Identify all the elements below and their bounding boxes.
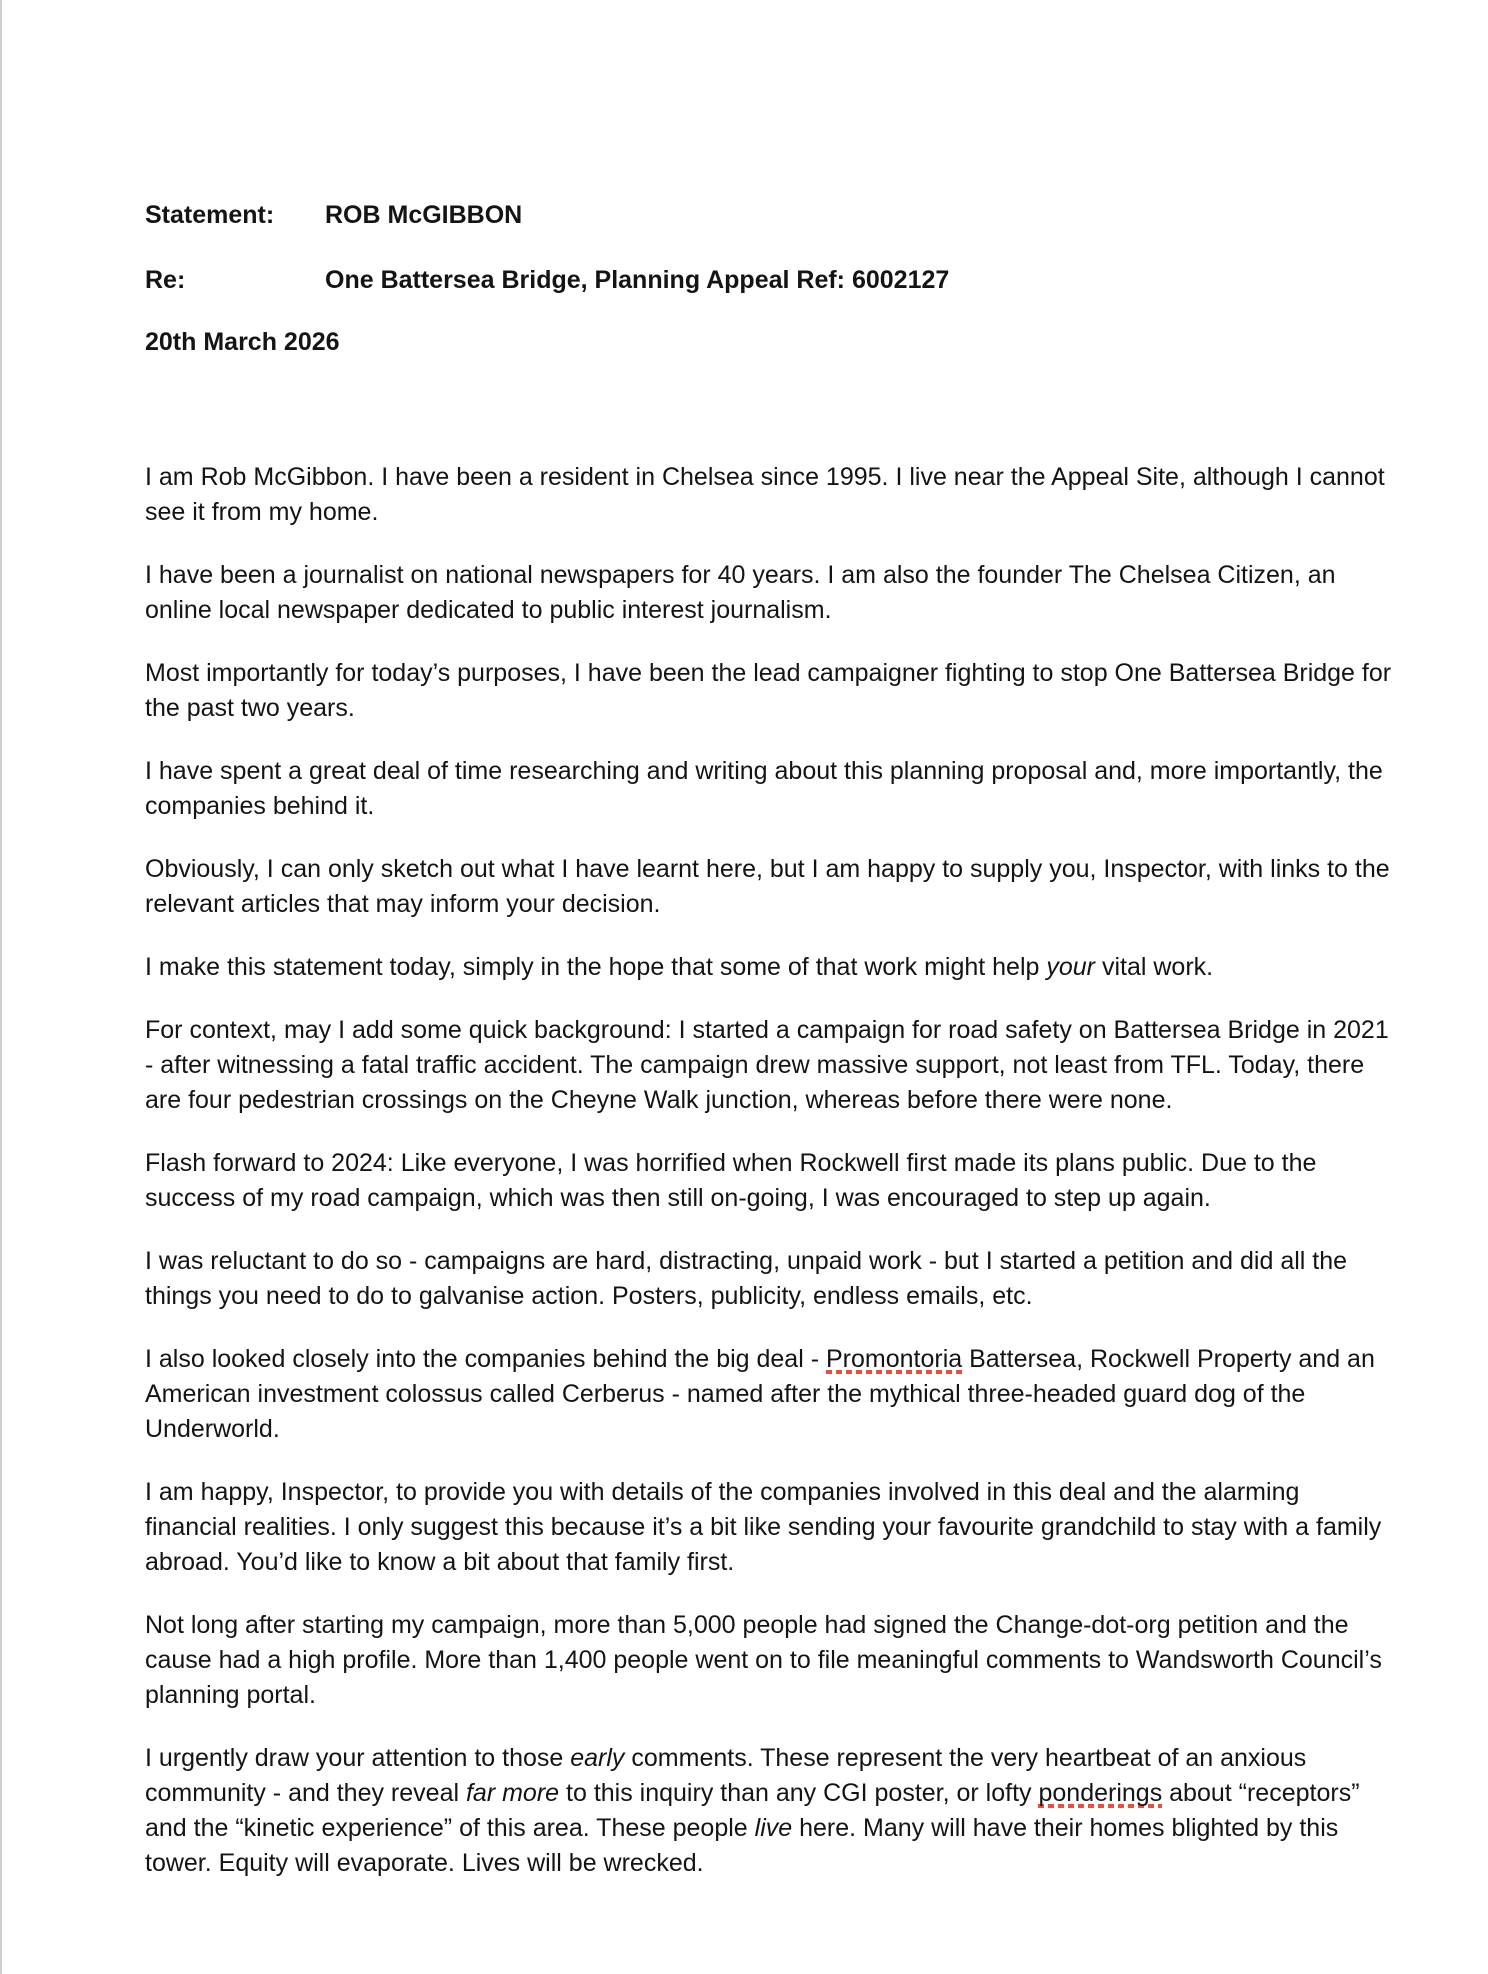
paragraph <box>145 1475 1395 1580</box>
paragraph <box>145 950 1395 985</box>
re-value: One Battersea Bridge, Planning Appeal Ref: 6002127 <box>325 266 950 294</box>
document-date: 20th March 2026 <box>145 328 340 356</box>
text-run: Obviously, I can only sketch out what I have learnt here, but I am happy to supply you, Inspector, with links to the relevant articles that may inform your decision. <box>145 855 1390 918</box>
paragraph <box>145 1244 1395 1314</box>
text-run: Not long after starting my campaign, more than 5,000 people had signed the Change-dot-org petition and the cause had a high profile. More than 1,400 people went on to file meaningful comments to Wandsworth Council’s planning portal. <box>145 1611 1382 1709</box>
paragraph <box>145 1608 1395 1713</box>
text-run: about “receptors” and the “kinetic experience” of this area. These people <box>145 1779 1360 1842</box>
italic-text: live <box>754 1814 793 1842</box>
paragraph <box>145 656 1395 726</box>
page-edge <box>0 0 2 1974</box>
text-run: I am happy, Inspector, to provide you with details of the companies involved in this deal and the alarming financial realities. I only suggest this because it’s a bit like sending your favourite grandchild to stay with a family abroad. You’d like to know a bit about that family first. <box>145 1478 1382 1576</box>
text-run: I urgently draw your attention to those <box>145 1744 571 1772</box>
document-header <box>145 198 1395 360</box>
misspelled-word[interactable]: ponderings <box>1038 1779 1163 1807</box>
italic-text: far more <box>465 1779 560 1807</box>
text-run: Battersea, Rockwell Property and an American investment colossus called Cerberus - named after the mythical three-headed guard dog of the Underworld. <box>145 1345 1375 1443</box>
italic-text: early <box>570 1744 625 1772</box>
paragraph <box>145 754 1395 824</box>
misspelled-word[interactable]: Promontoria <box>825 1345 963 1373</box>
statement-label: Statement: <box>145 201 275 229</box>
text-run: to this inquiry than any CGI poster, or lofty <box>559 1779 1039 1807</box>
re-label: Re: <box>145 266 186 294</box>
re-row <box>145 263 1395 298</box>
text-run: vital work. <box>1095 953 1214 981</box>
text-run: I make this statement today, simply in the hope that some of that work might help <box>145 953 1047 981</box>
paragraph <box>145 460 1395 530</box>
text-run: I have spent a great deal of time researching and writing about this planning proposal and, more importantly, the companies behind it. <box>145 757 1383 820</box>
italic-text: your <box>1046 953 1096 981</box>
page-content <box>145 198 1395 1881</box>
paragraph <box>145 558 1395 628</box>
paragraph <box>145 1342 1395 1447</box>
text-run: comments. These represent the very heartbeat of an anxious community - and they reveal <box>145 1744 1307 1807</box>
paragraph <box>145 1741 1395 1881</box>
document-body <box>145 460 1395 1881</box>
paragraph <box>145 1013 1395 1118</box>
text-run: Most importantly for today’s purposes, I have been the lead campaigner fighting to stop One Battersea Bridge for the past two years. <box>145 659 1392 722</box>
statement-row <box>145 198 1395 233</box>
paragraph <box>145 1146 1395 1216</box>
paragraph <box>145 852 1395 922</box>
statement-value: ROB McGIBBON <box>325 201 523 229</box>
text-run: here. Many will have their homes blighted by this tower. Equity will evaporate. Lives will be wrecked. <box>145 1814 1339 1877</box>
text-run: I also looked closely into the companies behind the big deal - <box>145 1345 826 1373</box>
text-run: I am Rob McGibbon. I have been a resident in Chelsea since 1995. I live near the Appeal Site, although I cannot see it from my home. <box>145 463 1385 526</box>
text-run: Flash forward to 2024: Like everyone, I was horrified when Rockwell first made its plans public. Due to the success of my road campaign, which was then still on-going, I was encouraged to step up again. <box>145 1149 1317 1212</box>
text-run: For context, may I add some quick background: I started a campaign for road safety on Battersea Bridge in 2021 - after witnessing a fatal traffic accident. The campaign drew massive support, not least from TFL. Today, there are four pedestrian crossings on the Cheyne Walk junction, whereas before there were none. <box>145 1016 1389 1114</box>
text-run: I have been a journalist on national newspapers for 40 years. I am also the founder The Chelsea Citizen, an online local newspaper dedicated to public interest journalism. <box>145 561 1336 624</box>
text-run: I was reluctant to do so - campaigns are hard, distracting, unpaid work - but I started a petition and did all the things you need to do to galvanise action. Posters, publicity, endless emails, etc. <box>145 1247 1348 1310</box>
